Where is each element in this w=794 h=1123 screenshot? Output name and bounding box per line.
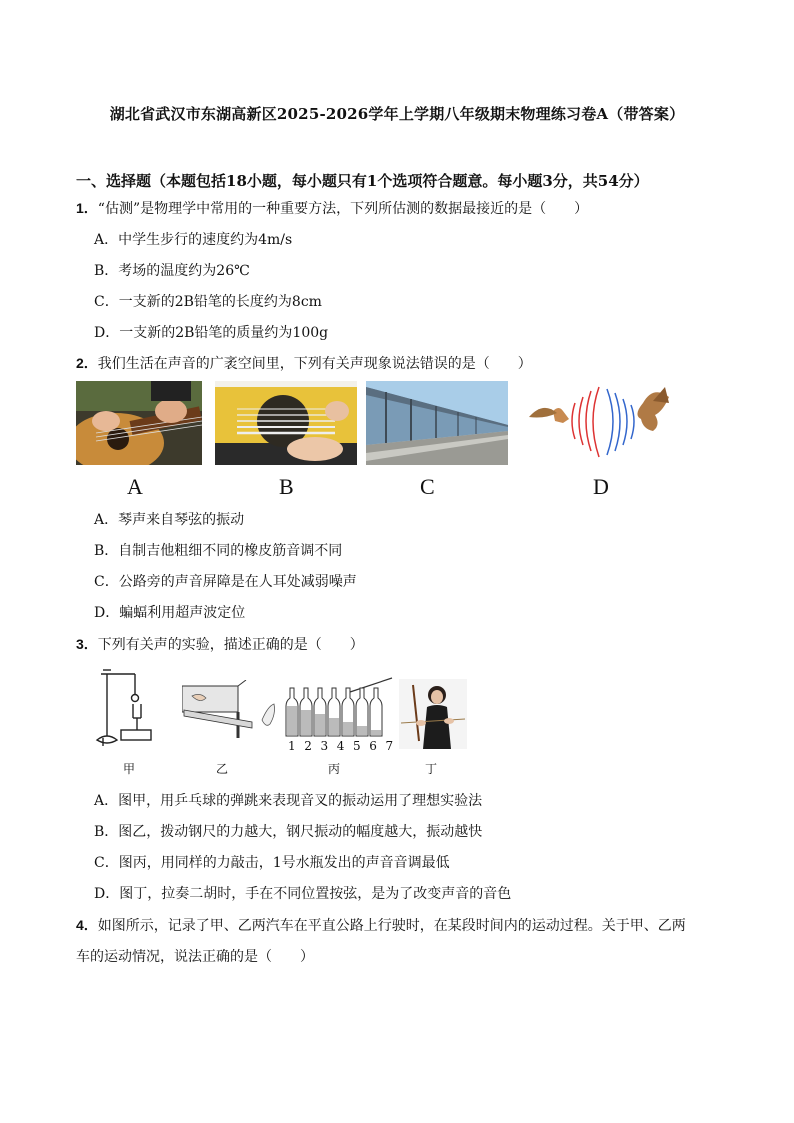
q3-option-c: C．图丙，用同样的力敲击，1号水瓶发出的声音音调最低: [94, 855, 450, 871]
question-stem: “估测”是物理学中常用的一种重要方法，下列所估测的数据最接近的是（ ）: [97, 201, 589, 217]
q1-option-b: B．考场的温度约为26℃: [94, 263, 250, 279]
question-number: 3．: [76, 636, 98, 652]
q3-option-b: B．图乙，拨动钢尺的力越大，钢尺振动的幅度越大，振动越快: [94, 824, 483, 840]
question-4-line2: 车的运动情况，说法正确的是（ ）: [76, 949, 314, 965]
erhu-player-photo: [399, 679, 467, 749]
question-number: 1．: [76, 200, 98, 216]
image-label-c: C: [420, 474, 435, 499]
question-4: [76, 915, 686, 935]
question-3: [76, 634, 364, 654]
question-1: [76, 198, 588, 218]
q3-option-a: A．图甲，用乒乓球的弹跳来表现音叉的振动运用了理想实验法: [94, 793, 483, 809]
image-label-yi: 乙: [216, 762, 229, 776]
image-label-jia: 甲: [123, 762, 136, 776]
image-label-b: B: [279, 474, 294, 499]
question-stem: 下列有关声的实验，描述正确的是（ ）: [97, 637, 364, 653]
image-label-a: A: [127, 474, 143, 499]
q1-option-a: A．中学生步行的速度约为4m/s: [94, 232, 293, 248]
q2-option-a: A．琴声来自琴弦的振动: [94, 512, 245, 528]
question-stem: 如图所示，记录了甲、乙两汽车在平直公路上行驶时，在某段时间内的运动过程。关于甲、乙两: [97, 918, 686, 934]
q2-option-b: B．自制吉他粗细不同的橡皮筋音调不同: [94, 543, 343, 559]
image-label-bing: 丙: [328, 762, 341, 776]
image-label-ding: 丁: [425, 762, 438, 776]
question-stem: 我们生活在声音的广袤空间里，下列有关声现象说法错误的是（ ）: [97, 356, 532, 372]
section-heading: 一、选择题（本题包括18小题，每小题只有1个选项符合题意。每小题3分，共54分）: [76, 172, 649, 190]
question-number: 2．: [76, 355, 98, 371]
image-label-d: D: [593, 474, 609, 499]
question-2: [76, 353, 532, 373]
bottle-numbers: 1 2 3 4 5 6 7: [288, 739, 396, 753]
q1-option-d: D．一支新的2B铅笔的质量约为100g: [94, 325, 329, 341]
q1-option-c: C．一支新的2B铅笔的长度约为8cm: [94, 294, 322, 310]
water-bottles-diagram: [284, 676, 394, 738]
steel-ruler-diagram: [182, 680, 282, 740]
tuning-fork-diagram: [93, 666, 165, 746]
bat-echolocation-image: [523, 381, 683, 465]
guitar-photo: [76, 381, 202, 465]
homemade-guitar-photo: [215, 381, 357, 465]
question-number: 4．: [76, 917, 98, 933]
q2-option-c: C．公路旁的声音屏障是在人耳处减弱噪声: [94, 574, 357, 590]
noise-barrier-photo: [366, 381, 508, 465]
page-title: 湖北省武汉市东湖高新区2025-2026学年上学期八年级期末物理练习卷A（带答案）: [109, 105, 685, 123]
q2-option-d: D．蝙蝠利用超声波定位: [94, 605, 246, 621]
q3-option-d: D．图丁，拉奏二胡时，手在不同位置按弦，是为了改变声音的音色: [94, 886, 512, 902]
